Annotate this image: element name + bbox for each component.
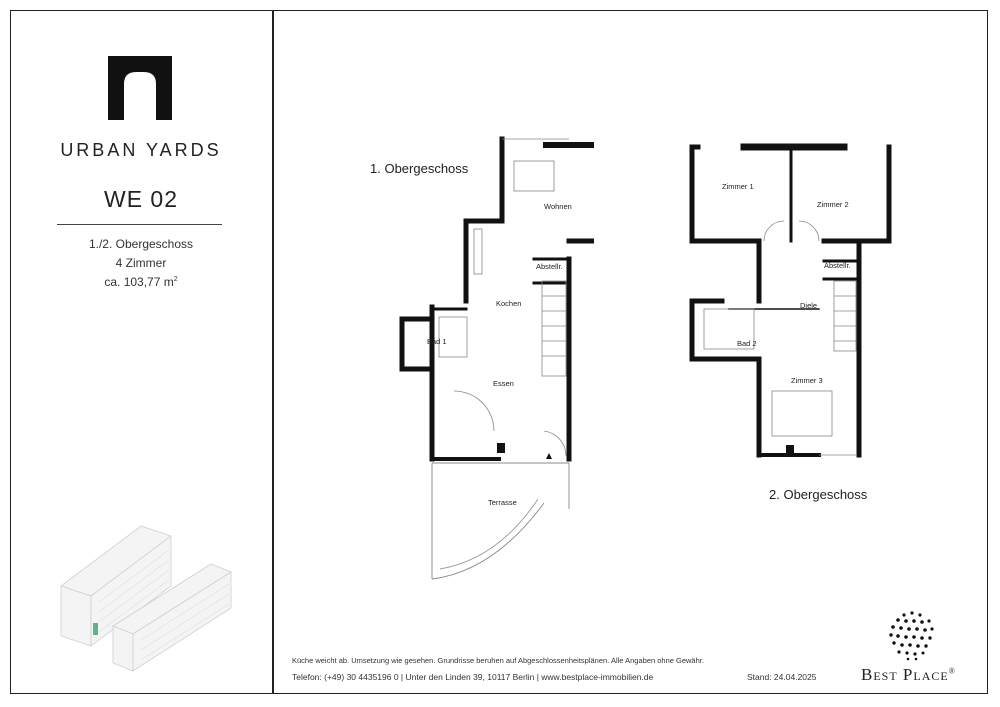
room-label-terrasse: Terrasse (488, 498, 517, 507)
unit-highlight (93, 623, 98, 635)
floorplan-1og (394, 131, 594, 601)
title-rule (57, 224, 222, 225)
room-label-wohnen: Wohnen (544, 202, 572, 211)
room-label-zimmer-1: Zimmer 1 (722, 182, 754, 191)
room-label-abstellr-1: Abstellr. (536, 262, 563, 271)
building-isometric-icon (51, 516, 241, 676)
floor-1-label: 1. Obergeschoss (370, 161, 469, 176)
unit-area: ca. 103,77 $m^2$ (104, 275, 178, 289)
footer-contact: Telefon: (+49) 30 4435196 0 | Unter den Linden 39, 10117 Berlin | www.bestplace-immobilien.de (292, 672, 654, 682)
info-panel (11, 11, 271, 693)
room-label-diele: Diele (800, 301, 818, 310)
room-label-bad-1: Bad 1 (427, 337, 447, 346)
floor-2-label: 2. Obergeschoss (769, 487, 868, 502)
unit-title: WE 02 (103, 186, 179, 212)
urban-yards-logo-icon (108, 56, 172, 120)
unit-floors: 1./2. Obergeschoss (88, 237, 194, 251)
best-place-dots-logo-icon (886, 609, 938, 661)
floorplan-2og (684, 141, 894, 471)
room-label-kochen: Kochen (496, 299, 522, 308)
footer-date: Stand: 24.04.2025 (747, 672, 817, 682)
plans-area (274, 11, 986, 693)
room-label-abstellr-2: Abstellr. (824, 261, 851, 270)
brand-name: URBAN YARDS (60, 140, 222, 160)
room-label-bad-2: Bad 2 (737, 339, 757, 348)
room-label-zimmer-3: Zimmer 3 (791, 376, 823, 385)
room-label-zimmer-2: Zimmer 2 (817, 200, 849, 209)
best-place-wordmark: Best Place® (861, 665, 956, 684)
unit-rooms: 4 Zimmer (115, 256, 167, 270)
room-label-essen: Essen (493, 379, 514, 388)
footer-note: Küche weicht ab. Umsetzung wie gesehen. Grundrisse beruhen auf Abgeschlossenheitsplänen. Alle Angaben ohne Gewähr. (292, 656, 704, 665)
